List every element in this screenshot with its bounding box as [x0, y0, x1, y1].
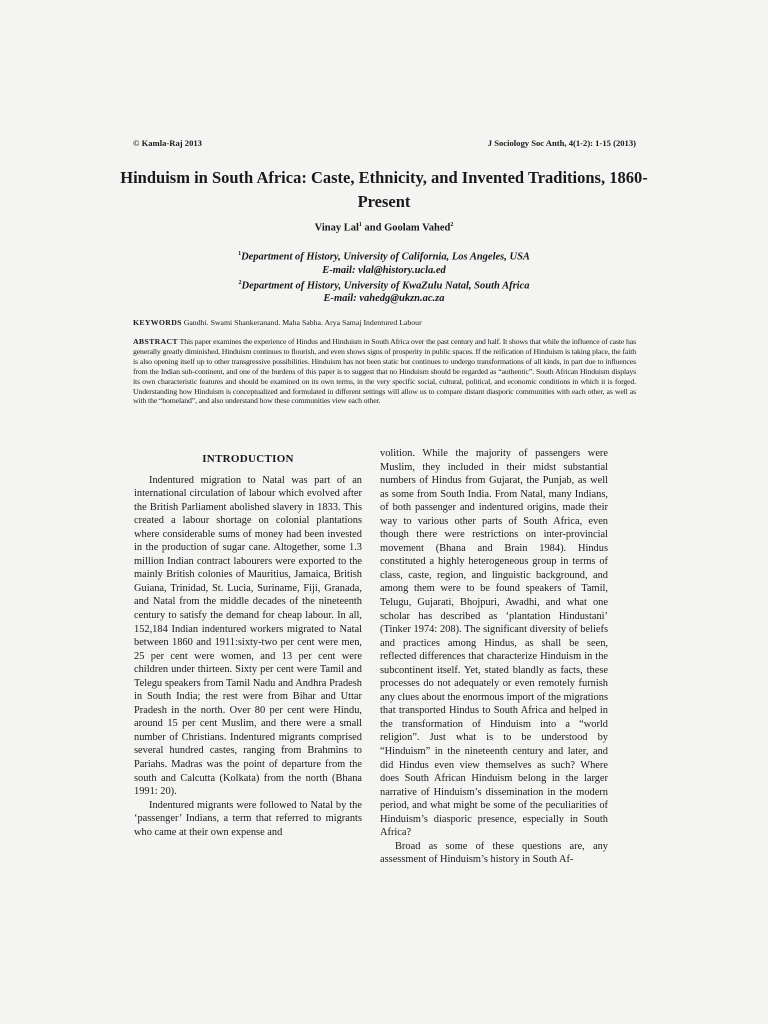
- affiliations: [120, 248, 648, 305]
- body-paragraph: Broad as some of these questions are, any assessment of Hinduism’s history in South Af-: [380, 840, 608, 866]
- author-superscript: 2: [450, 222, 454, 228]
- abstract: [133, 337, 636, 406]
- body-paragraph: Indentured migrants were followed to Natal by the ‘passenger’ Indians, a term that referred to migrants who came at their own expense and: [134, 799, 362, 838]
- author-line: [120, 222, 648, 234]
- author-name: Vinay Lal: [314, 222, 359, 234]
- keywords-text: Gandhi. Swami Shankeranand. Maha Sabha. Arya Samaj Indentured Labour: [183, 318, 422, 327]
- author-connector: and: [361, 222, 385, 234]
- author-name: Goolam Vahed: [384, 222, 451, 234]
- affiliation: [120, 248, 648, 264]
- paper-title: Hinduism in South Africa: Caste, Ethnicity, and Invented Traditions, 1860-Present: [120, 168, 648, 211]
- body-column-left: [134, 447, 362, 839]
- running-head: [133, 138, 636, 148]
- abstract-text: This paper examines the experience of Hindus and Hinduism in South Africa over the past century and half. It shows that while the influence of caste has generally greatly diminished, Hinduism continues to flourish, and even shows signs of prosperity in public spaces. If the reification of Hinduism is taking place, the faith is also opening itself up to other transgressive possibilities. Hinduism has not been static but continues to undergo transformations of all kinds, in part due to influences from the Indian sub-continent, and one of the burdens of this paper is to suggest that no Hinduism should be regarded as “authentic”. South African Hinduism displays its own characteristic features and should be examined on its own terms, in the very specific social, cultural, political, and economic conditions in which it is forged. Understanding how Hinduism is conceptualized and formulated in different settings will allow us to compare distant diasporic communities with each other, as well as with the “homeland”, and also understand how these communities view each other.: [133, 337, 636, 406]
- abstract-label: ABSTRACT: [133, 337, 178, 346]
- author-superscript: 1: [358, 222, 362, 228]
- body-column-right: [380, 447, 608, 867]
- keywords: [133, 318, 636, 328]
- affiliation-superscript: 2: [238, 279, 242, 286]
- section-heading: INTRODUCTION: [202, 453, 294, 465]
- body-paragraph: Indentured migration to Natal was part of an international circulation of labour which evolved after the British Parliament abolished slavery in 1833. This created a labour shortage on colonial plantations where considerable sums of money had been invested in the production of sugar cane. Altogether, some 1.3 million Indian contract labourers were exported to the mainly British colonies of Mauritius, Jamaica, British Guiana, Trinidad, St. Lucia, Suriname, Fiji, Granada, and Natal from the middle decades of the nineteenth century to satisfy the demand for cheap labour. In all, 152,184 Indian indentured workers migrated to Natal between 1860 and 1911:sixty-two per cent were men, 25 per cent were women, and 13 per cent were children under thirteen. Sixty per cent were Tamil and Telegu speakers from Tamil Nadu and Andhra Pradesh in South India; the rest were from Bihar and Uttar Pradesh in the north. Over 80 per cent were Hindu, around 15 per cent Muslim, and there were a small number of Christians. Indentured migrants comprised several hundred castes, ranging from Brahmins to Pariahs. Madras was the point of departure from the south and Calcutta (Kolkata) from the north (Bhana 1991: 20).: [134, 474, 362, 798]
- affiliation: [120, 277, 648, 293]
- journal-citation: J Sociology Soc Anth, 4(1-2): 1-15 (2013): [487, 138, 636, 148]
- affiliation-department: Department of History, University of California, Los Angeles, USA: [241, 251, 530, 263]
- affiliation-superscript: 1: [238, 251, 242, 257]
- affiliation-email: E-mail: vahedg@ukzn.ac.za: [323, 293, 445, 304]
- keywords-label: KEYWORDS: [133, 318, 182, 327]
- affiliation-department: Department of History, University of KwaZulu Natal, South Africa: [241, 280, 530, 291]
- copyright-notice: © Kamla-Raj 2013: [133, 138, 202, 148]
- body-paragraph: volition. While the majority of passengers were Muslim, they included in their midst substantial numbers of Hindus from Gujarat, the Punjab, as well as some from South India. From Natal, many Indians, of both passenger and indentured origins, made their way to various other parts of South Africa, even though there were restrictions on inter-provincial movement (Bhana and Brain 1984). Hindus constituted a highly heterogeneous group in terms of class, caste, region, and linguistic background, and among them were to be found speakers of Tamil, Telugu, Gujarati, Bhojpuri, Awadhi, and what one scholar has described as ‘plantation Hindustani’ (Tinker 1974: 208). The significant diversity of beliefs and practices among Hindus, as shall be seen, reflected differences that characterize Hinduism in the subcontinent itself. Yet, stated blandly as facts, these processes do not adequately or even remotely furnish any clues about the enormous import of the migrations that transported Hindus to South Africa and helped in the transformation of Hinduism into a “world religion”. Just what is to be understood by “Hinduism” in the nineteenth century and later, and did Hindus even view themselves as such? Where does South African Hinduism belong in the larger narrative of Hinduism’s dissemination in the modern period, and what might be some of the peculiarities of Hinduism’s diasporic presence, especially in South Africa?: [380, 448, 608, 839]
- affiliation-email: E-mail: vlal@history.ucla.ed: [322, 264, 446, 276]
